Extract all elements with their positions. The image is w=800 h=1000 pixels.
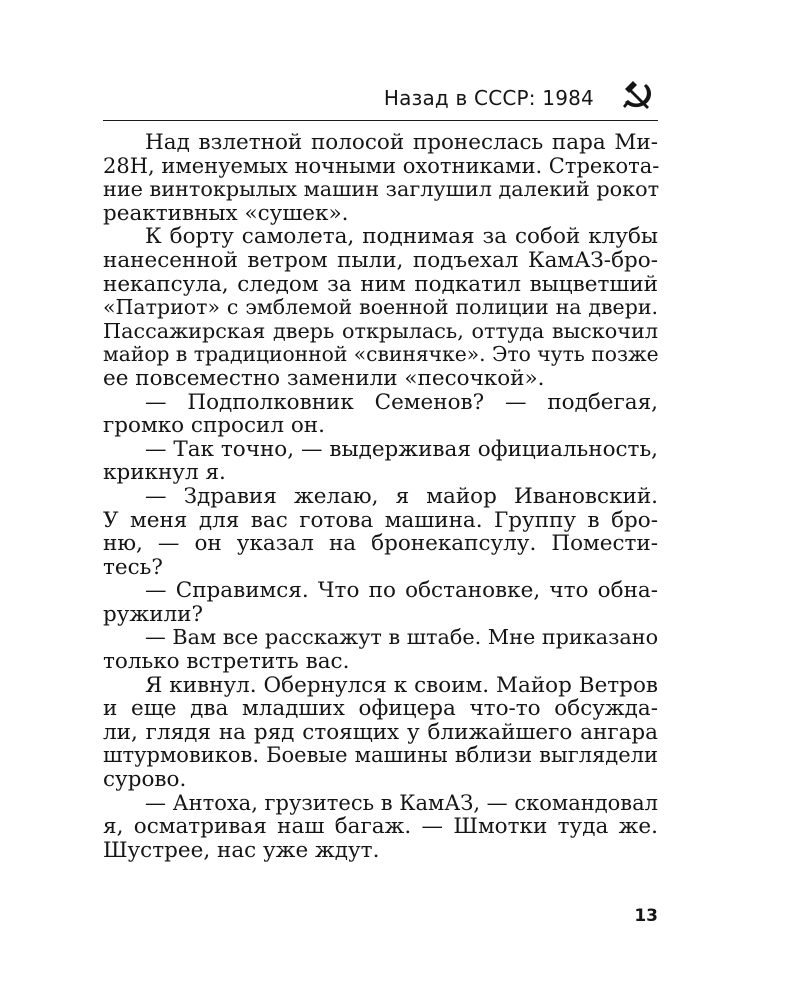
text-line: — Так точно, — выдерживая официальность, bbox=[145, 436, 658, 462]
text-line: ружили? bbox=[103, 601, 204, 627]
text-line: — Здравия желаю, я майор Ивановский. bbox=[145, 483, 658, 509]
text-line: ли, глядя на ряд стоящих у ближайшего ангара bbox=[103, 719, 658, 745]
text-line: штурмовиков. Боевые машины вблизи выглядели bbox=[103, 743, 658, 768]
text-line: «Патриот» с эмблемой военной полиции на двери. bbox=[103, 295, 658, 320]
text-line: и еще два младших офицера что-то обсужда- bbox=[103, 696, 658, 722]
text-line: — Антоха, грузитесь в КамАЗ, — скомандовал bbox=[145, 790, 658, 815]
text-line: только встретить вас. bbox=[103, 649, 350, 675]
text-line: У меня для вас готова машина. Группу в бро- bbox=[103, 507, 658, 533]
text-line: ее повсеместно заменили «песочкой». bbox=[103, 365, 545, 391]
text-line: тесь? bbox=[103, 554, 163, 580]
text-line: Я кивнул. Обернулся к своим. Майор Ветров bbox=[145, 672, 658, 698]
text-line: нанесенной ветром пыли, подъехал КамАЗ-бро- bbox=[103, 247, 658, 273]
text-line: ню, — он указал на бронекапсулу. Помести- bbox=[103, 531, 658, 557]
running-title: Назад в СССР: 1984 bbox=[383, 86, 594, 110]
text-line: крикнул я. bbox=[103, 460, 226, 486]
text-line: реактивных «сушек». bbox=[103, 200, 349, 226]
text-line: Пассажирская дверь открылась, оттуда выскочил bbox=[103, 318, 658, 343]
text-line: майор в традиционной «свинячке». Это чуть позже bbox=[103, 342, 659, 367]
text-line: сурово. bbox=[103, 767, 187, 793]
text-line: громко спросил он. bbox=[103, 413, 325, 439]
text-line: я, осматривая наш багаж. — Шмотки туда же. bbox=[103, 814, 658, 840]
body-text bbox=[103, 131, 658, 862]
text-line: ние винтокрылых машин заглушил далекий рокот bbox=[103, 177, 660, 202]
text-line: — Подполковник Семенов? — подбегая, bbox=[145, 389, 658, 415]
text-line: Над взлетной полосой пронеслась пара Ми- bbox=[145, 130, 658, 155]
hammer-and-sickle-icon bbox=[620, 78, 656, 114]
text-line: — Справимся. Что по обстановке, что обна- bbox=[145, 578, 658, 604]
text-line: Шустрее, нас уже ждут. bbox=[103, 837, 380, 863]
page-number: 13 bbox=[634, 906, 658, 926]
running-header bbox=[103, 72, 658, 121]
text-line: — Вам все расскажут в штабе. Мне приказано bbox=[145, 625, 659, 650]
text-line: 28Н, именуемых ночными охотниками. Стрекота- bbox=[103, 153, 660, 178]
text-line: К борту самолета, поднимая за собой клубы bbox=[145, 224, 658, 250]
text-line: некапсула, следом за ним подкатил выцветший bbox=[103, 271, 658, 297]
